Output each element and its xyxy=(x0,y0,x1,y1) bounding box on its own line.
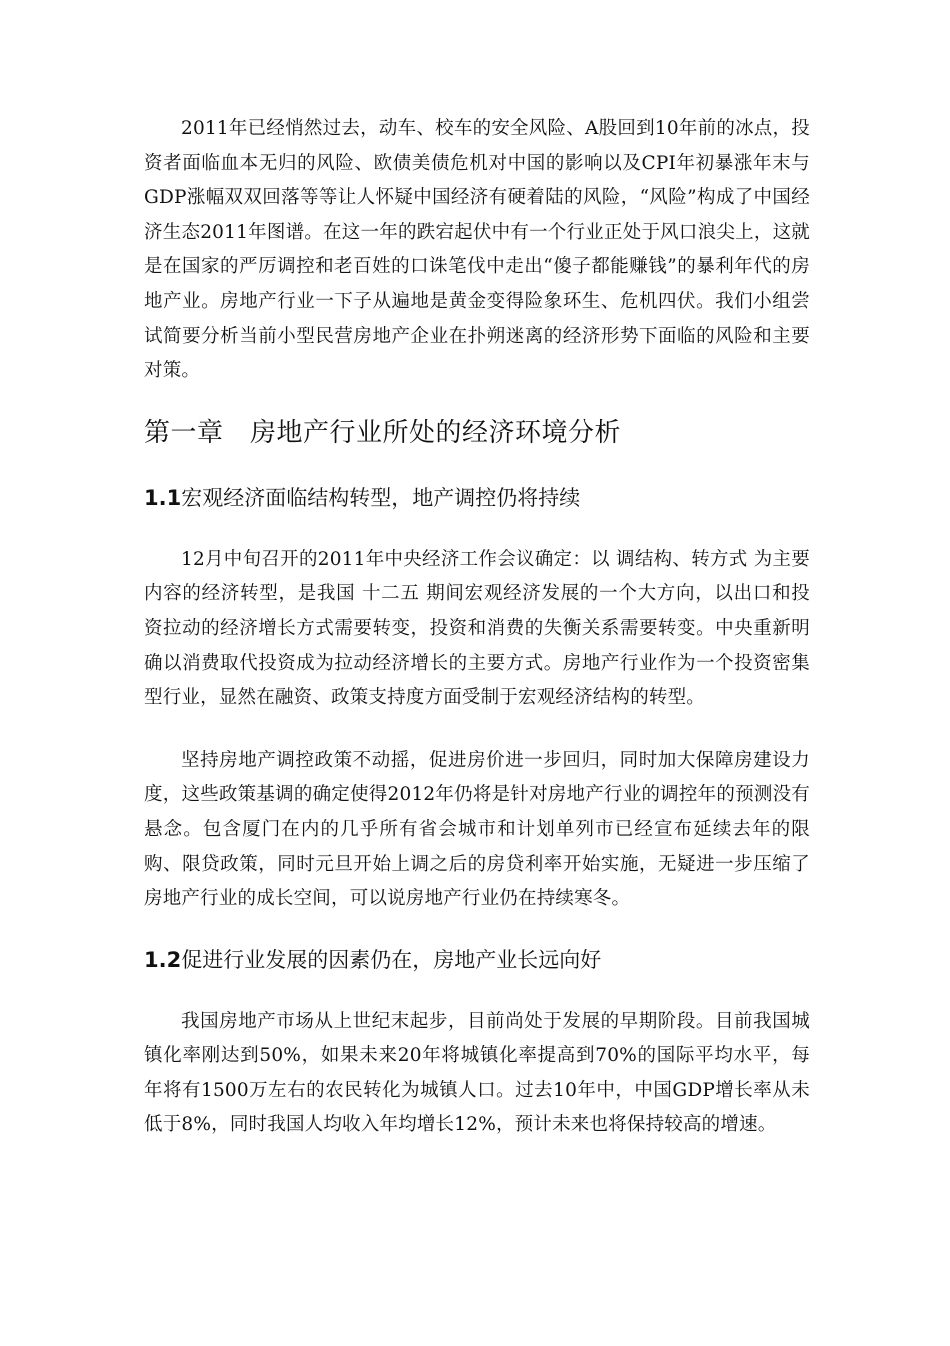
section-1-1-heading xyxy=(144,481,810,515)
section-1-2-title: 促进行业发展的因素仍在，房地产业长远向好 xyxy=(181,947,602,972)
document-page xyxy=(144,112,810,1143)
section-1-1-paragraph-1: 12月中旬召开的2011年中央经济工作会议确定：以 调结构、转方式 为主要内容的经济转型，是我国 十二五 期间宏观经济发展的一个大方向，以出口和投资拉动的经济增长方式需要转变，投资和消费的失衡关系需要转变。中央重新明确以消费取代投资成为拉动经济增长的主要方式。房地产行业作为一个投资密集型行业，显然在融资、政策支持度方面受制于宏观经济结构的转型。 xyxy=(144,548,810,709)
intro-paragraph: 2011年已经悄然过去，动车、校车的安全风险、A股回到10年前的冰点，投资者面临血本无归的风险、欧债美债危机对中国的影响以及CPI年初暴涨年末与GDP涨幅双双回落等等让人怀疑中国经济有硬着陆的风险，“风险”构成了中国经济生态2011年图谱。在这一年的跌宕起伏中有一个行业正处于风口浪尖上，这就是在国家的严厉调控和老百姓的口诛笔伐中走出“傻子都能赚钱”的暴利年代的房地产业。房地产行业一下子从遍地是黄金变得险象环生、危机四伏。我们小组尝试简要分析当前小型民营房地产企业在扑朔迷离的经济形势下面临的风险和主要对策。 xyxy=(144,118,810,382)
chapter-1-title: 第一章 房地产行业所处的经济环境分析 xyxy=(144,417,622,448)
section-1-1-number: 1.1 xyxy=(144,485,182,510)
section-1-2-number: 1.2 xyxy=(144,947,182,972)
section-1-2-heading xyxy=(144,943,810,977)
section-1-2-paragraph-1: 我国房地产市场从上世纪末起步，目前尚处于发展的早期阶段。目前我国城镇化率刚达到50%，如果未来20年将城镇化率提高到70%的国际平均水平，每年将有1500万左右的农民转化为城镇人口。过去10年中，中国GDP增长率从未低于8%，同时我国人均收入年均增长12%，预计未来也将保持较高的增速。 xyxy=(144,1010,810,1136)
section-1-1-title: 宏观经济面临结构转型，地产调控仍将持续 xyxy=(181,485,581,510)
section-1-1-paragraph-2: 坚持房地产调控政策不动摇，促进房价进一步回归，同时加大保障房建设力度，这些政策基调的确定使得2012年仍将是针对房地产行业的调控年的预测没有悬念。包含厦门在内的几乎所有省会城市和计划单列市已经宣布延续去年的限购、限贷政策，同时元旦开始上调之后的房贷利率开始实施，无疑进一步压缩了房地产行业的成长空间，可以说房地产行业仍在持续寒冬。 xyxy=(144,749,810,910)
